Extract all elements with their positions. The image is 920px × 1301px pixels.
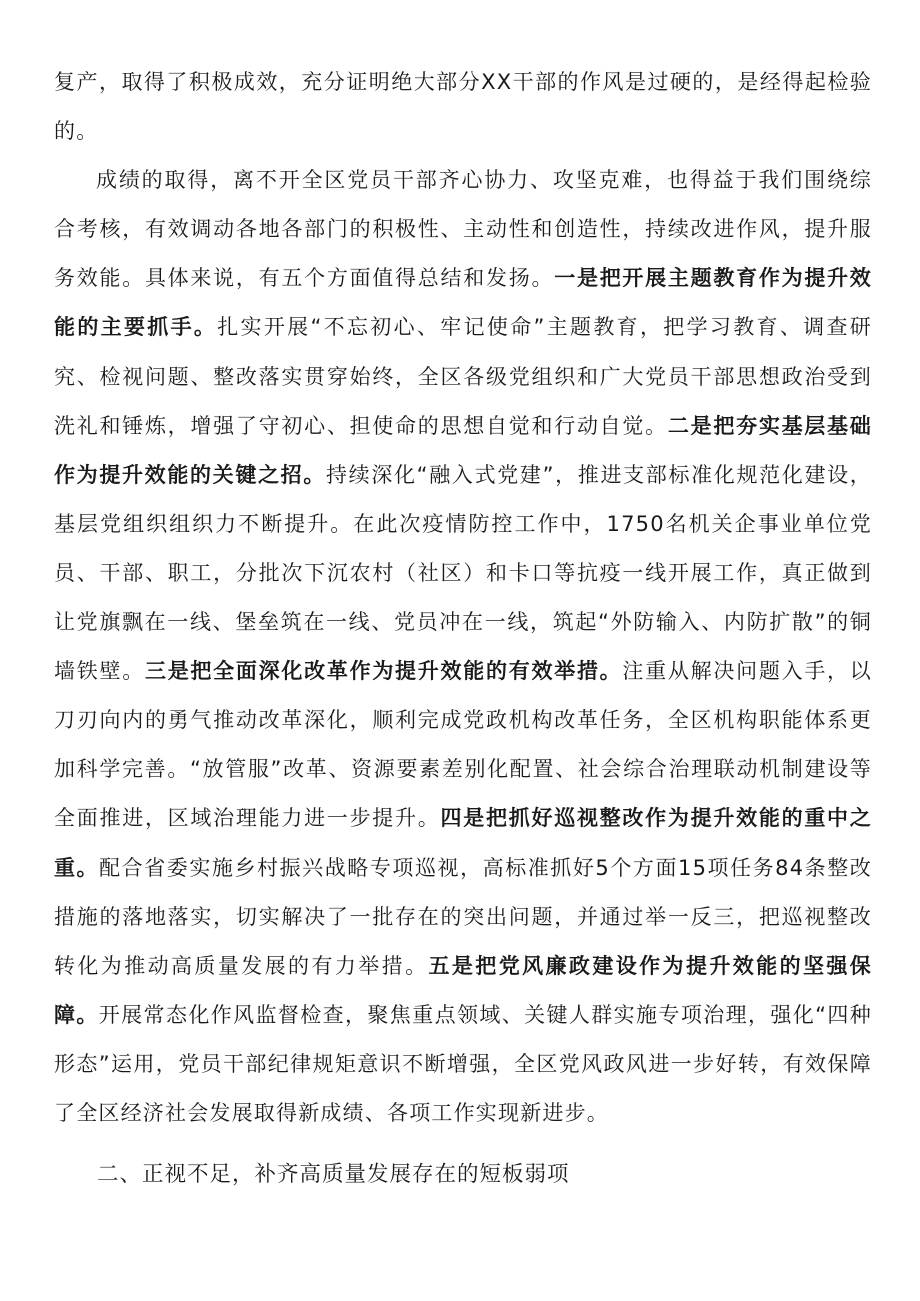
point-5-text: 开展常态化作风监督检查，聚焦重点领域、关键人群实施专项治理，强化“四种形态”运用，党员干部纪律规矩意识不断增强，全区党风政风进一步好转，有效保障了全区经济社会发展取得新成绩、各项工作实现新进步。 xyxy=(54,1002,872,1125)
section-heading-2: 二、正视不足，补齐高质量发展存在的短板弱项 xyxy=(97,1162,570,1188)
point-1-text: 扎实开展“不忘初心、牢记使命”主题教育，把学习教育、调查研究、检视问题、整改落实贯穿始终，全区各级党组织和广大党员干部思想政治受到洗礼和锤炼，增强了守初心、担使命的思想自觉和行动自觉。 xyxy=(54,315,872,438)
point-2-bold: 二是把夯实基层基础作为提升效能的关键之招。 xyxy=(54,413,872,487)
document-page xyxy=(54,58,872,1199)
point-3-bold: 三是把全面深化改革作为提升效能的有效举措。 xyxy=(144,659,623,684)
paragraph-achievements xyxy=(54,156,872,1138)
point-1-bold: 一是把开展主题教育作为提升效能的主要抓手。 xyxy=(54,266,872,340)
paragraph-intro-text: 成绩的取得，离不开全区党员干部齐心协力、攻坚克难，也得益于我们围绕综合考核，有效调动各地各部门的积极性、主动性和创造性，持续改进作风，提升服务效能。具体来说，有五个方面值得总结和发扬。 xyxy=(54,168,872,291)
point-4-bold: 四是把抓好巡视整改作为提升效能的重中之重。 xyxy=(54,806,872,880)
paragraph-continuation: 复产，取得了积极成效，充分证明绝大部分XX干部的作风是过硬的，是经得起检验的。 xyxy=(54,70,872,144)
point-5-bold: 五是把党风廉政建设作为提升效能的坚强保障。 xyxy=(54,953,872,1027)
point-2-text: 持续深化“融入式党建”，推进支部标准化规范化建设，基层党组织组织力不断提升。在此次疫情防控工作中，1750名机关企事业单位党员、干部、职工，分批次下沉农村（社区）和卡口等抗疫一线开展工作，真正做到让党旗飘在一线、堡垒筑在一线、党员冲在一线，筑起“外防输入、内防扩散”的铜墙铁壁。 xyxy=(54,462,872,684)
point-3-text: 注重从解决问题入手，以刀刃向内的勇气推动改革深化，顺利完成党政机构改革任务，全区机构职能体系更加科学完善。“放管服”改革、资源要素差别化配置、社会综合治理联动机制建设等全面推进，区域治理能力进一步提升。 xyxy=(54,659,872,831)
point-4-text: 配合省委实施乡村振兴战略专项巡视，高标准抓好5个方面15项任务84条整改措施的落地落实，切实解决了一批存在的突出问题，并通过举一反三，把巡视整改转化为推动高质量发展的有力举措。 xyxy=(54,855,872,978)
